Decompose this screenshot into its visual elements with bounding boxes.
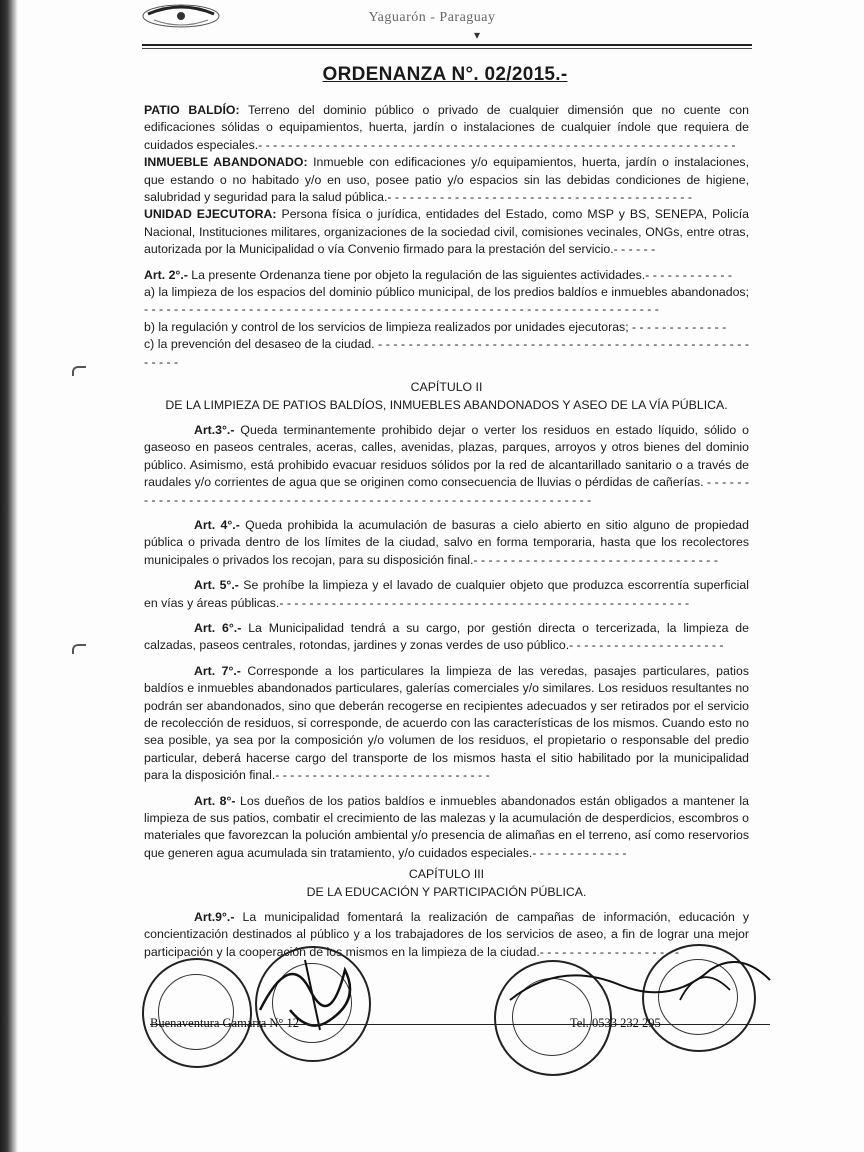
signature-right-icon	[500, 940, 780, 1020]
article-4: Art. 4°.- Queda prohibida la acumulación de basuras a cielo abierto en sitio alguno de propiedad pública o privada dentro de los límites de la ciudad, salvo en forma temporaria, hasta que los recolectores municipales o privados los recojan, para su disposición final.- - - - - - - - - - - - - - - - - - - - - - - - - - - - - - - - -	[144, 517, 749, 567]
margin-mark	[72, 644, 86, 654]
secretaria-seal-icon	[142, 958, 252, 1068]
article-2-item-a: a) la limpieza de los espacios del dominio público municipal, de los predios baldíos e inmuebles abandonados; - - - - - - - - - - - - - - - - - - - - - - - - - - - - - - - - - - - - - - - - - - - - - - - - - - - - - - - - - - - - - - - - - - - - -	[144, 285, 749, 317]
chapter-3-number: CAPÍTULO III	[408, 867, 485, 882]
signature-right-contact: Tel. 0533 232 295	[570, 1016, 661, 1030]
chapter-2-title: DE LA LIMPIEZA DE PATIOS BALDÍOS, INMUEBLES ABANDONADOS Y ASEO DE LA VÍA PÚBLICA.	[165, 397, 728, 412]
article-2-item-b: b) la regulación y control de los servicios de limpieza realizados por unidades ejecutoras; - - - - - - - - - - - - -	[144, 319, 727, 334]
header-rule-thin	[142, 48, 752, 49]
definition-patio-baldio: PATIO BALDÍO: Terreno del dominio público o privado de cualquier dimensión que no cuente con edificaciones sólidas o equipamientos, huerta, jardín o instalaciones de cualquier índole que requiera de cuidados especiales.- - - - - - - - - - - - - - - - - - - - - - - - - - - - - - - - - - - - - - - - - - - - - - - - - - - - - - - - - - - - - - - -	[144, 103, 749, 152]
article-5: Art. 5°.- Se prohíbe la limpieza y el lavado de cualquier objeto que produzca escorrentía superficial en vías y áreas públicas.- - - - - - - - - - - - - - - - - - - - - - - - - - - - - - - - - - - - - - - - - - - - - - - - - - - - - - -	[144, 578, 749, 610]
header-rule	[142, 44, 752, 46]
signature-left-name: Buenaventura Gamarra N° 12	[150, 1016, 300, 1030]
margin-mark	[72, 366, 86, 376]
definition-unidad-ejecutora: UNIDAD EJECUTORA: Persona física o jurídica, entidades del Estado, como MSP y BS, SENEPA, Policía Nacional, Instituciones militares, organizaciones de la sociedad civil, comisiones vecinales, ONGs, entre otras, autorizada por la Municipalidad o vía Convenio firmado para la prestación del servicio.- - - - - -	[144, 207, 749, 257]
article-9: Art.9°.- La municipalidad fomentará la realización de campañas de información, educación y concientización destinados al público y a los trabajadores de los servicios de aseo, a fin de lograr una mejor participación y la cooperación de los mismos en la limpieza de la ciudad.- - - - - - - - - - - - - - - - - - -	[144, 910, 749, 959]
article-3: Art.3°.- Queda terminantemente prohibido dejar o verter los residuos en estado líquido, sólido o gaseoso en paseos centrales, aceras, calles, avenidas, plazas, parques, arroyos y otros bienes del dominio público. Asimismo, está prohibido evacuar residuos sólidos por la red de alcantarillado sanitario o a través de raudales y/o corrientes de agua que se originen como consecuencia de lluvias o pérdidas de cañerías. - - - - - - - - - - - - - - - - - - - - - - - - - - - - - - - - - - - - - - - - - - - - - - - - - - - - - - - - - - - - - - - - - -	[144, 422, 749, 507]
article-2-item-c: c) la prevención del desaseo de la ciudad. - - - - - - - - - - - - - - - - - - - - - - - - - - - - - - - - - - - - - - - - - - - - - - - - - - - - - -	[144, 337, 749, 369]
header-location: Yaguarón - Paraguay	[368, 10, 496, 25]
document-title: ORDENANZA N°. 02/2015.-	[322, 64, 568, 85]
article-6: Art. 6°.- La Municipalidad tendrá a su cargo, por gestión directa o tercerizada, la limpieza de calzadas, paseos centrales, rotondas, jardines y zonas verdes de uso público.- - - - - - - - - - - - - - - - - - - - -	[144, 620, 749, 653]
scan-shadow	[0, 0, 18, 1152]
chapter-2-number: CAPÍTULO II	[410, 380, 483, 395]
header-ornament-icon: ▾	[474, 28, 481, 42]
article-7: Art. 7°.- Corresponde a los particulares la limpieza de las veredas, pasajes particulares, patios baldíos e inmuebles abandonados particulares, galerías comerciales y/o similares. Los residuos resultantes no podrán ser abandonados, sino que deberán recogerse en recipientes adecuados y ser retirados por el servicio de recolección de residuos, si corresponde, de acuerdo con las características de los mismos. Cuando esto no sea posible, ya sea por la composición y/o volumen de los residuos, el propietario o responsable del predio particular, deberá hacerse cargo del transporte de los mismos hasta el sitio habilitado por la municipalidad para la disposición final.- - - - - - - - - - - - - - - - - - - - - - - - - - - - -	[144, 663, 749, 783]
definition-inmueble-abandonado: INMUEBLE ABANDONADO: Inmueble con edificaciones y/o equipamientos, huerta, jardín o instalaciones, que estando o no habitado y/o en uso, posee patio y/o espacios sin las debidas condiciones de higiene, salubridad y seguridad para la salud pública.- - - - - - - - - - - - - - - - - - - - - - - - - - - - - - - - - - - - - - - - -	[144, 155, 749, 205]
chapter-3-title: DE LA EDUCACIÓN Y PARTICIPACIÓN PÚBLICA.	[306, 884, 587, 899]
article-8: Art. 8°- Los dueños de los patios baldíos e inmuebles abandonados están obligados a mantener la limpieza de sus patios, combatir el crecimiento de las malezas y la acumulación de desperdicios, escombros o materiales que favorezcan la polución ambiental y/o presencia de alimañas en el terreno, así como reservorios que generen agua acumulada sin tratamiento, y/o cuidados especiales.- - - - - - - - - - - - -	[144, 793, 749, 860]
document-body	[144, 102, 749, 961]
article-2: Art. 2°.- La presente Ordenanza tiene por objeto la regulación de las siguientes actividades.- - - - - - - - - - - -	[144, 267, 732, 282]
